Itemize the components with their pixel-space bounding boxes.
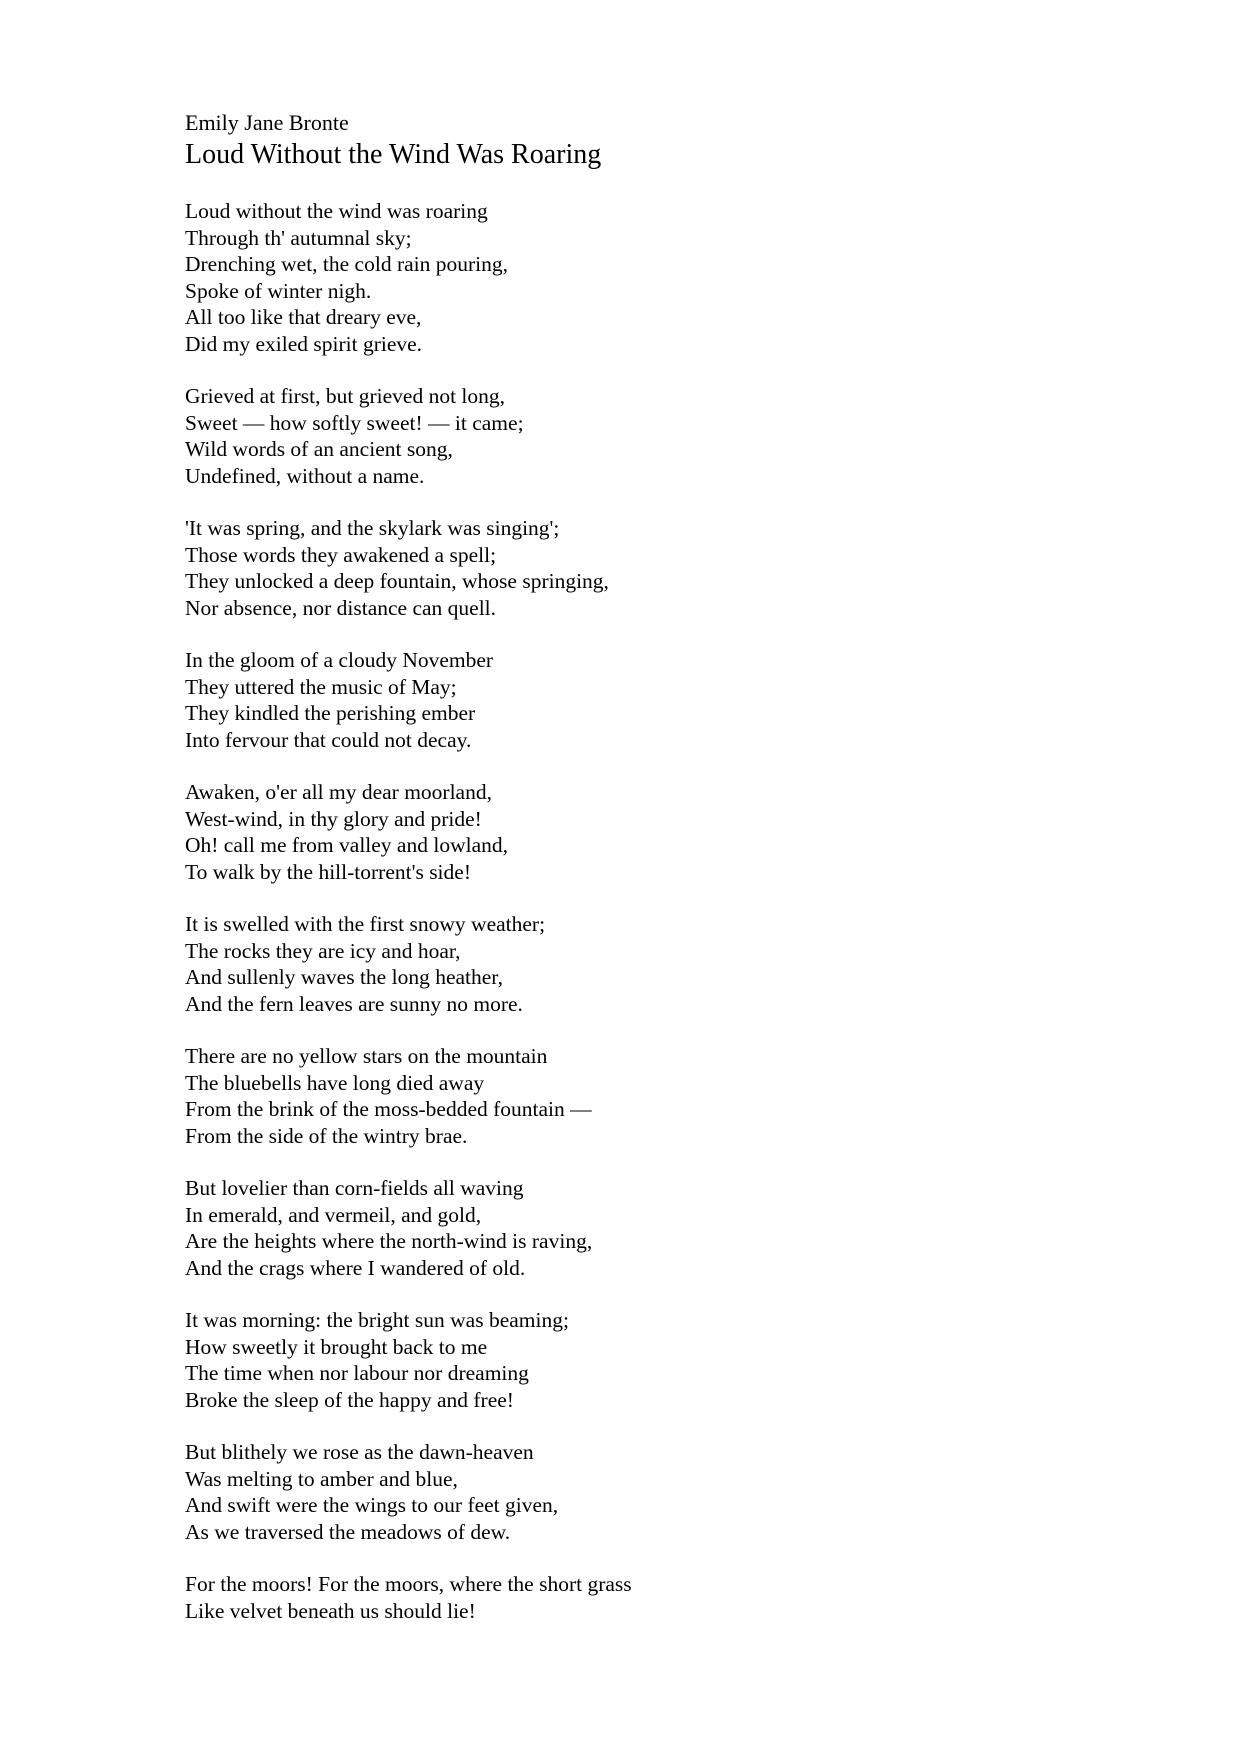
poem-line: Through th' autumnal sky; (185, 225, 412, 250)
document-page (185, 108, 1185, 1650)
poem-line: Did my exiled spirit grieve. (185, 331, 423, 356)
poem-line: Was melting to amber and blue, (185, 1466, 458, 1491)
poem-line: Undefined, without a name. (185, 463, 425, 488)
poem-line: But lovelier than corn-fields all waving (185, 1176, 524, 1200)
poem-line: The rocks they are icy and hoar, (185, 938, 461, 963)
poem-line: They unlocked a deep fountain, whose springing, (185, 569, 609, 593)
poem-line: Nor absence, nor distance can quell. (185, 595, 497, 620)
poem-line: In emerald, and vermeil, and gold, (185, 1202, 482, 1227)
stanza (185, 1439, 1185, 1545)
poem-line: All too like that dreary eve, (185, 305, 422, 329)
poem-line: 'It was spring, and the skylark was singing'; (185, 516, 560, 540)
poem-line: Loud without the wind was roaring (185, 199, 488, 223)
poem-line: Wild words of an ancient song, (185, 437, 453, 461)
poem-line: The bluebells have long died away (185, 1070, 485, 1095)
poem-line: As we traversed the meadows of dew. (185, 1519, 511, 1544)
poem-line: It is swelled with the first snowy weather; (185, 912, 546, 936)
poem-line: Grieved at first, but grieved not long, (185, 384, 506, 408)
poem-line: They kindled the perishing ember (185, 701, 476, 725)
poem-line: From the brink of the moss-bedded fountain — (185, 1097, 592, 1121)
poem-line: From the side of the wintry brae. (185, 1123, 468, 1148)
poem-line: And the fern leaves are sunny no more. (185, 991, 523, 1016)
stanza (185, 1043, 1185, 1149)
poem-line: Drenching wet, the cold rain pouring, (185, 252, 509, 276)
poem-line: The time when nor labour nor dreaming (185, 1361, 529, 1385)
stanza (185, 383, 1185, 489)
stanza (185, 1571, 1185, 1624)
poem-line: Awaken, o'er all my dear moorland, (185, 780, 492, 804)
poem-line: And sullenly waves the long heather, (185, 965, 503, 989)
poem-body (185, 198, 1185, 1624)
poem-line: In the gloom of a cloudy November (185, 648, 494, 672)
poem-line: How sweetly it brought back to me (185, 1334, 488, 1359)
stanza (185, 198, 1185, 357)
poem-line: And swift were the wings to our feet given, (185, 1493, 559, 1517)
stanza (185, 647, 1185, 753)
poem-line: It was morning: the bright sun was beaming; (185, 1308, 569, 1332)
poem-line: For the moors! For the moors, where the short grass (185, 1572, 632, 1596)
poem-line: Sweet — how softly sweet! — it came; (185, 410, 524, 435)
poem-line: Oh! call me from valley and lowland, (185, 833, 508, 857)
stanza (185, 1307, 1185, 1413)
poem-line: Spoke of winter nigh. (185, 278, 372, 303)
poem-line: They uttered the music of May; (185, 674, 457, 699)
stanza (185, 515, 1185, 621)
stanza (185, 911, 1185, 1017)
stanza (185, 1175, 1185, 1281)
stanza (185, 779, 1185, 885)
poem-line: And the crags where I wandered of old. (185, 1255, 526, 1280)
poem-line: Those words they awakened a spell; (185, 542, 497, 567)
poem-line: But blithely we rose as the dawn-heaven (185, 1440, 534, 1464)
poem-line: To walk by the hill-torrent's side! (185, 859, 471, 884)
poem-title: Loud Without the Wind Was Roaring (185, 139, 602, 170)
poem-line: West-wind, in thy glory and pride! (185, 806, 482, 831)
poem-line: Broke the sleep of the happy and free! (185, 1387, 514, 1412)
poem-line: Like velvet beneath us should lie! (185, 1598, 476, 1623)
poem-line: There are no yellow stars on the mountain (185, 1044, 548, 1068)
author-name: Emily Jane Bronte (185, 110, 349, 135)
poem-line: Are the heights where the north-wind is raving, (185, 1229, 593, 1253)
poem-line: Into fervour that could not decay. (185, 727, 472, 752)
